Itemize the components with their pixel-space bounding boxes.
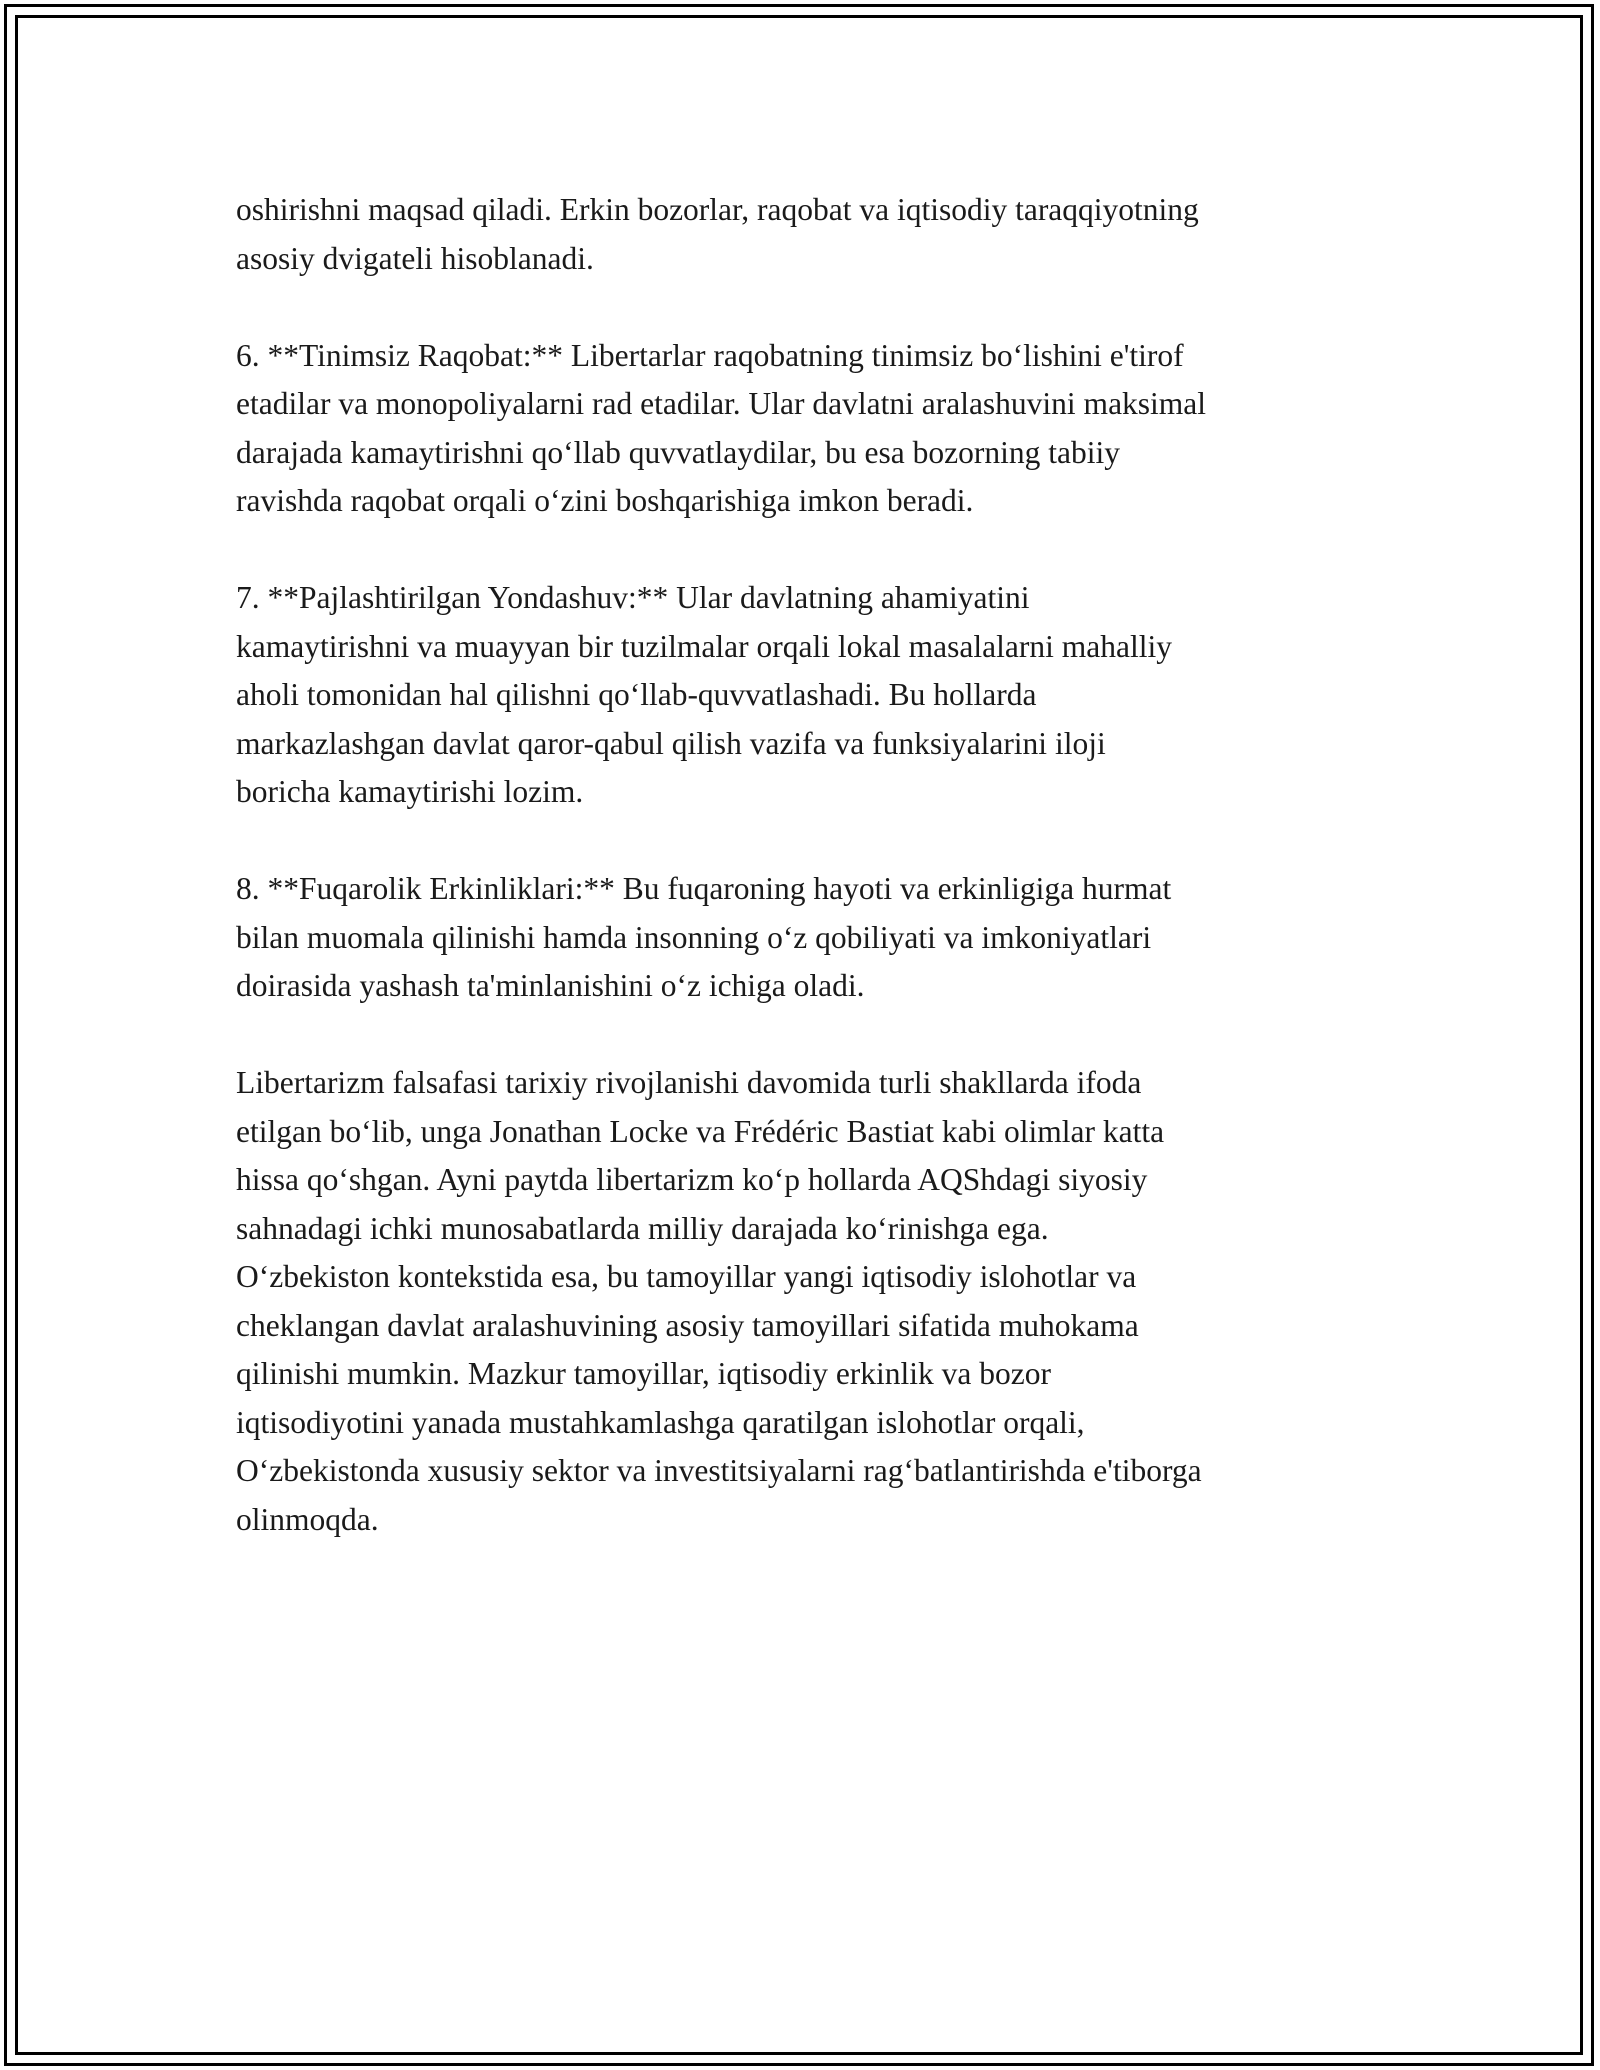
paragraph-item-7-yondashuv: 7. **Pajlashtirilgan Yondashuv:** Ular davlatning ahamiyatini kamaytirishni va muayyan bir tuzilmalar orqali lokal masalalarni mahalliy aholi tomonidan hal qilishni qo‘llab-quvvatlashadi. Bu hollarda markazlashgan davlat qaror-qabul qilish vazifa va funksiyalarini iloji boricha kamaytirishi lozim. (236, 580, 1172, 809)
paragraph-item-6-tinimsiz-raqobat: 6. **Tinimsiz Raqobat:** Libertarlar raqobatning tinimsiz bo‘lishini e'tirof etadilar va monopoliyalarni rad etadilar. Ular davlatni aralashuvini maksimal darajada kamaytirishni qo‘llab quvvatlaydilar, bu esa bozorning tabiiy ravishda raqobat orqali o‘zini boshqarishiga imkon beradi. (236, 337, 1207, 518)
paragraph-intro-continuation: oshirishni maqsad qiladi. Erkin bozorlar, raqobat va iqtisodiy taraqqiyotning asosiy dvigateli hisoblanadi. (236, 192, 1199, 276)
document-body (236, 186, 1376, 1593)
paragraph-item-8-fuqarolik-erkinliklari: 8. **Fuqarolik Erkinliklari:** Bu fuqaroning hayoti va erkinligiga hurmat bilan muomala qilinishi hamda insonning o‘z qobiliyati va imkoniyatlari doirasida yashash ta'minlanishini o‘z ichiga oladi. (236, 871, 1172, 1003)
paragraph-conclusion: Libertarizm falsafasi tarixiy rivojlanishi davomida turli shakllarda ifoda etilgan bo‘lib, unga Jonathan Locke va Frédéric Bastiat kabi olimlar katta hissa qo‘shgan. Ayni paytda libertarizm ko‘p hollarda AQShdagi siyosiy sahnadagi ichki munosabatlarda milliy darajada ko‘rinishga ega. O‘zbekiston kontekstida esa, bu tamoyillar yangi iqtisodiy islohotlar va cheklangan davlat aralashuvining asosiy tamoyillari sifatida muhokama qilinishi mumkin. Mazkur tamoyillar, iqtisodiy erkinlik va bozor iqtisodiyotini yanada mustahkamlashga qaratilgan islohotlar orqali, O‘zbekistonda xususiy sektor va investitsiyalarni rag‘batlantirishda e'tiborga olinmoqda. (236, 1065, 1202, 1537)
